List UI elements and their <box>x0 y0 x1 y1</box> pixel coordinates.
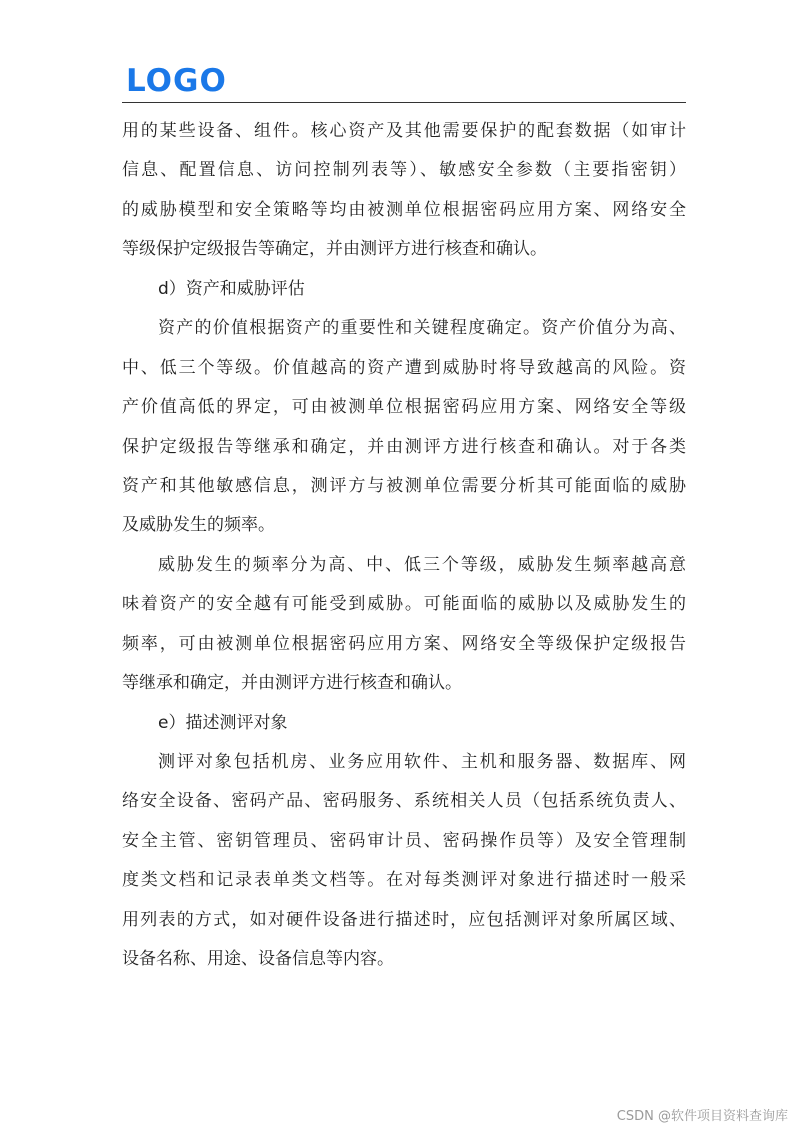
watermark: CSDN @软件项目资料查询库 <box>616 1109 788 1124</box>
heading-text: e）描述测评对象 <box>158 712 288 733</box>
text-line: 等继承和确定，并由测评方进行核查和确认。 <box>122 673 462 694</box>
section-heading <box>122 270 686 309</box>
text-line: 等级保护定级报告等确定，并由测评方进行核查和确认。 <box>122 239 547 260</box>
text-line: 资产和其他敏感信息，测评方与被测单位需要分析其可能面临的威胁 <box>122 475 686 496</box>
text-line: 资产的价值根据资产的重要性和关键程度确定。资产价值分为高、 <box>158 318 686 339</box>
text-line: 设备名称、用途、设备信息等内容。 <box>122 949 394 970</box>
logo: LOGO <box>126 63 227 99</box>
text-line: 味着资产的安全越有可能受到威胁。可能面临的威胁以及威胁发生的 <box>122 594 686 615</box>
document-body <box>122 112 686 980</box>
text-line: 中、低三个等级。价值越高的资产遭到威胁时将导致越高的风险。资 <box>122 357 686 378</box>
paragraph <box>122 112 686 270</box>
text-line: 安全主管、密钥管理员、密码审计员、密码操作员等）及安全管理制 <box>122 830 686 851</box>
text-line: 度类文档和记录表单类文档等。在对每类测评对象进行描述时一般采 <box>122 870 686 891</box>
text-line: 及威胁发生的频率。 <box>122 515 275 536</box>
text-line: 保护定级报告等继承和确定，并由测评方进行核查和确认。对于各类 <box>122 436 686 457</box>
text-line: 的威胁模型和安全策略等均由被测单位根据密码应用方案、网络安全 <box>122 199 686 220</box>
text-line: 用列表的方式，如对硬件设备进行描述时，应包括测评对象所属区域、 <box>122 909 686 930</box>
section-heading <box>122 704 686 743</box>
paragraph <box>122 309 686 546</box>
text-line: 威胁发生的频率分为高、中、低三个等级，威胁发生频率越高意 <box>158 554 686 575</box>
text-line: 信息、配置信息、访问控制列表等）、敏感安全参数（主要指密钥） <box>122 160 686 181</box>
text-line: 频率，可由被测单位根据密码应用方案、网络安全等级保护定级报告 <box>122 633 686 654</box>
page-header <box>122 62 686 103</box>
paragraph <box>122 743 686 980</box>
text-line: 络安全设备、密码产品、密码服务、系统相关人员（包括系统负责人、 <box>122 791 686 812</box>
paragraph <box>122 546 686 704</box>
text-line: 测评对象包括机房、业务应用软件、主机和服务器、数据库、网 <box>158 752 686 772</box>
text-line: 产价值高低的界定，可由被测单位根据密码应用方案、网络安全等级 <box>122 397 686 418</box>
text-line: 用的某些设备、组件。核心资产及其他需要保护的配套数据（如审计 <box>122 121 686 141</box>
heading-text: d）资产和威胁评估 <box>158 278 305 299</box>
